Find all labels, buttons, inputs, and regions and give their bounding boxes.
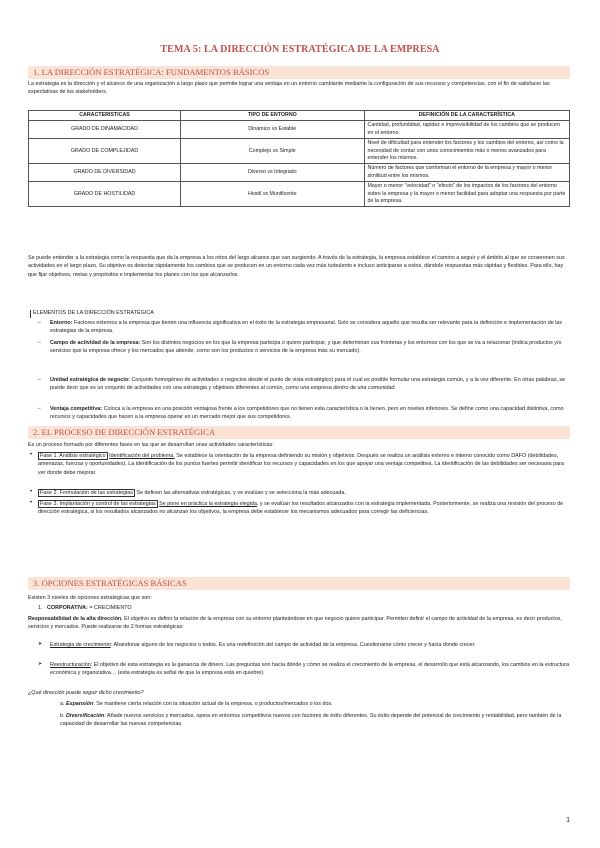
responsibility-bold: Responsabilidad de la alta dirección.: [28, 616, 123, 622]
element-label: Unidad estratégica de negocio:: [50, 377, 130, 383]
phase-item: [38, 452, 570, 477]
arrow-bullet-icon: →: [36, 319, 42, 325]
responsibility-paragraph: [28, 615, 570, 632]
form-label: Estrategia de crecimiento: [50, 642, 111, 648]
arrow-bullet-icon: →: [36, 339, 42, 345]
section-1-heading-text: 1. LA DIRECCIÓN ESTRATÉGICA: FUNDAMENTOS BÁSICOS: [33, 67, 270, 77]
table-cell: Diverso vs Integrado: [181, 164, 364, 182]
form-item: [50, 641, 570, 649]
page-number: 1: [566, 817, 570, 824]
triangle-bullet-icon: ➤: [38, 641, 43, 647]
phase-text: Se establece la orientación de la empresa definiendo su misión y objetivos. Después se realiza un análisis externo e interno conocido como DAFO (debilidades, amenazas, fuerzas y oportunidades). La identificación de los puntos fuertes permitir identificar los recursos y capacidades en los que apoyar una ventaja competitiva. La identificación de las debilidades ser necesaria para ver donde debe mejorar.: [38, 453, 564, 476]
arrow-bullet-icon: →: [36, 405, 42, 411]
table-cell: GRADO DE DINAMACIDAD: [29, 121, 181, 139]
table-cell: Complejo vs Simple: [181, 139, 364, 164]
triangle-bullet-icon: ➤: [38, 661, 43, 667]
option-item: [60, 712, 570, 729]
table-row: [29, 121, 570, 139]
table-cell: Dinámico vs Estable: [181, 121, 364, 139]
element-item: [50, 319, 570, 336]
phase-tag: Fase 3. Implantación y control de las estrategias: [40, 501, 156, 507]
element-label: Ventaja competitiva:: [50, 406, 103, 412]
element-text: Factores externos a la empresa que tienen una influencia significativa en el éxito de la estrategia empresarial. Solo se considera aquello que resulta ser relevante para la definición e implementación de las estrategias de la empresa.: [50, 320, 563, 335]
table-header: TIPO DE ENTORNO: [181, 111, 364, 121]
growth-question: ¿Qué dirección puede seguir dicho crecimiento?: [28, 690, 144, 696]
responsibility-text: El objetivo es definir la relación de la empresa con su entorno planteándose en que negocio quiere participar. Permiten definir el campo de actividad de la empresa, es decir productos, servicios y mercados. Puede realizarse de 2 formas estratégicas:: [28, 616, 562, 631]
bullet-icon: •: [30, 500, 33, 506]
option-item: [60, 700, 570, 708]
phase-item: [38, 500, 570, 517]
element-text: Coloca a la empresa en una posición ventajosa frente a los competidores que no tienen esta característica o la tienen, pero en niveles inferiores. Se define como una capacidad distintiva, como recursos y capacidades que hacen a la empresa operar en un mercado mejor que sus competidores.: [50, 406, 564, 421]
element-item: [50, 376, 570, 393]
phase-tag: Fase 1. Análisis estratégico: [40, 453, 106, 459]
phase-item: [38, 489, 570, 497]
option-label: Diversificación: [66, 713, 105, 719]
table-cell: GRADO DE COMPLEJIDAD: [29, 139, 181, 164]
level-rest: = CRECIMIENTO: [87, 605, 132, 611]
table-cell: Número de factores que conforman el entorno de la empresa y mayor o menor similitud entre los mismos.: [364, 164, 569, 182]
elements-title: ELEMENTOS DE LA DIRECCIÓN ESTRATÉGICA: [33, 310, 154, 316]
table-header: CARACTERISTICAS: [29, 111, 181, 121]
phase-text: Se definen las alternativas estratégicas, y se evalúan y se selecciona la más adecuada.: [134, 490, 346, 496]
section-3-intro: Existen 3 niveles de opciones estratégicas que son:: [28, 595, 152, 601]
section-1-heading: [28, 66, 570, 79]
section-2-heading: [28, 426, 570, 439]
table-row: [29, 164, 570, 182]
level-label: CORPORATIVA:: [47, 605, 88, 611]
level-number: 1.: [38, 605, 43, 611]
element-emphasis: como una empresa dentro de una comunidad.: [285, 385, 396, 392]
option-text: : Se mantiene cierta relación con la situación actual de la empresa, o productos/mercados o los dos.: [93, 701, 333, 707]
element-text: Son los distintos negocios en los que la empresa participa o quiero participar, y que determinan sus fronteras y los entornos con los que se va a relacionar (indica productos y/o servicios que la empresa ofrece y los mercados que atiende, como son los productos o servicios de la empresa más su mercado).: [50, 340, 562, 355]
element-item: [50, 339, 570, 356]
bullet-icon: •: [30, 452, 33, 458]
option-text: : Añade nuevos servicios y mercados, opera en entornos competitivos nuevos con factores de éxito diferentes. Su éxito depende del potencial de crecimiento y rentabilidad, pero también de la capacidad de desarrollar las nuevas competencias.: [60, 713, 562, 728]
option-label: Expansión: [66, 701, 94, 707]
table-cell: Nivel de dificultad para entender los factores y los cambios del entorno, así como la necesidad de contar con unos conocimientos más o menos avanzados para entender los mismos.: [364, 139, 569, 164]
bullet-icon: •: [30, 489, 33, 495]
element-item: [50, 405, 570, 422]
section-3-heading: [28, 577, 570, 590]
section-1-intro: La estrategia es la dirección y el alcance de una organización a largo plazo que permite lograr una ventaja en un entorno cambiante mediante la configuración de sus recursos y competencias, con el fin de satisfacer las expectativas de los stakeholders.: [28, 81, 550, 96]
phase-subtitle: Identificación del problema.: [109, 453, 175, 459]
table-cell: Cantidad, profundidad, rapidez e imprevisibilidad de los cambios que se producen en el entorno.: [364, 121, 569, 139]
section-2-heading-text: 2. EL PROCESO DE DIRECCIÓN ESTRATÉGICA: [33, 427, 216, 437]
table-cell: GRADO DE HOSTILIDAD: [29, 182, 181, 207]
margin-bar: [30, 310, 31, 318]
level-1: [38, 604, 338, 612]
section-2-intro: Es un proceso formado por diferentes fases en las que se desarrollan unas actividades características:: [28, 442, 274, 448]
form-text: : Abandonar alguno de los negocios o todos. Es una redefinición del campo de actividad de la empresa. Cuestionarse cómo crecer y hacia donde crecer.: [110, 642, 476, 648]
element-label: Entorno:: [50, 320, 73, 326]
form-item: [50, 661, 570, 678]
arrow-bullet-icon: →: [36, 376, 42, 382]
table-cell: Hostil vs Munificente: [181, 182, 364, 207]
element-label: Campo de actividad de la empresa:: [50, 340, 141, 346]
table-row: [29, 182, 570, 207]
table-cell: GRADO DE DIVERSIDAD: [29, 164, 181, 182]
document-title: TEMA 5: LA DIRECCIÓN ESTRATÉGICA DE LA EMPRESA: [160, 44, 440, 55]
table-row: [29, 139, 570, 164]
form-label: Reestructuración: [50, 662, 91, 668]
phase-text: , y se evalúan los resultados alcanzados con la estrategia implementada. Posteriormente, se realiza una revisión del proceso de dirección estratégica, si los resultados alcanzados no alcanzan los objetivos, la empresa debe establecer los mecanismos adecuados para corregir las deficiencias.: [38, 501, 564, 516]
phase-subtitle: Se pone en práctica la estrategia elegida: [159, 501, 257, 507]
section-1-paragraph: Se puede entender a la estrategia como la respuesta que da la empresa a los retos del largo alcance que van surgiendo. A través de la estrategia, la empresa establece el camino a seguir y el ámbito al que se corserenen sus actividades en el largo plazo. Su objetivo es detectar rápidamente los cambios que se producen en un entorno cada vez más turbulento e incluso anticiparse a estos, dándole respuestas más rápidas y flexibles. Para ello, hay que fijar objetivos, metas y propósitos e implementar los planes con los que alcanzarlos.: [28, 255, 565, 278]
phase-tag: Fase 2. Formulación de las estrategias: [40, 490, 133, 496]
table-header: DEFINICIÓN DE LA CARACTERÍSTICA: [364, 111, 569, 121]
characteristics-table: [28, 110, 570, 207]
element-text: Conjunto homogéneo de actividades o negocios desde el punto de vista estratégico) para el cual es posible formular una estrategia común, y a la vez diferente. En otras palabras, se puede decir que es un conjunto de actividades con una estrategia y objetivos diferentes al común,: [50, 377, 566, 392]
form-text: : El objetivo de esta estrategia es la ganancia de dinero. Las preguntas son hacia dónde y cómo se realiza el crecimiento de la empresa, el desarrollo que está alcanzando, los cambios en la estructura económica y organizativa… (esta estrategia es señal de que la empresa está en quiebre).: [50, 662, 570, 677]
option-letter: a.: [60, 701, 65, 707]
section-3-heading-text: 3. OPCIONES ESTRATÉGICAS BÁSICAS: [33, 578, 187, 588]
option-letter: b.: [60, 713, 65, 719]
table-cell: Mayor o menor "velocidad" o "efecto" de los impactos de los factores del entorno sobre la empresa y la mayor o menor facilidad para adoptar una respuesta por parte de la empresa.: [364, 182, 569, 207]
